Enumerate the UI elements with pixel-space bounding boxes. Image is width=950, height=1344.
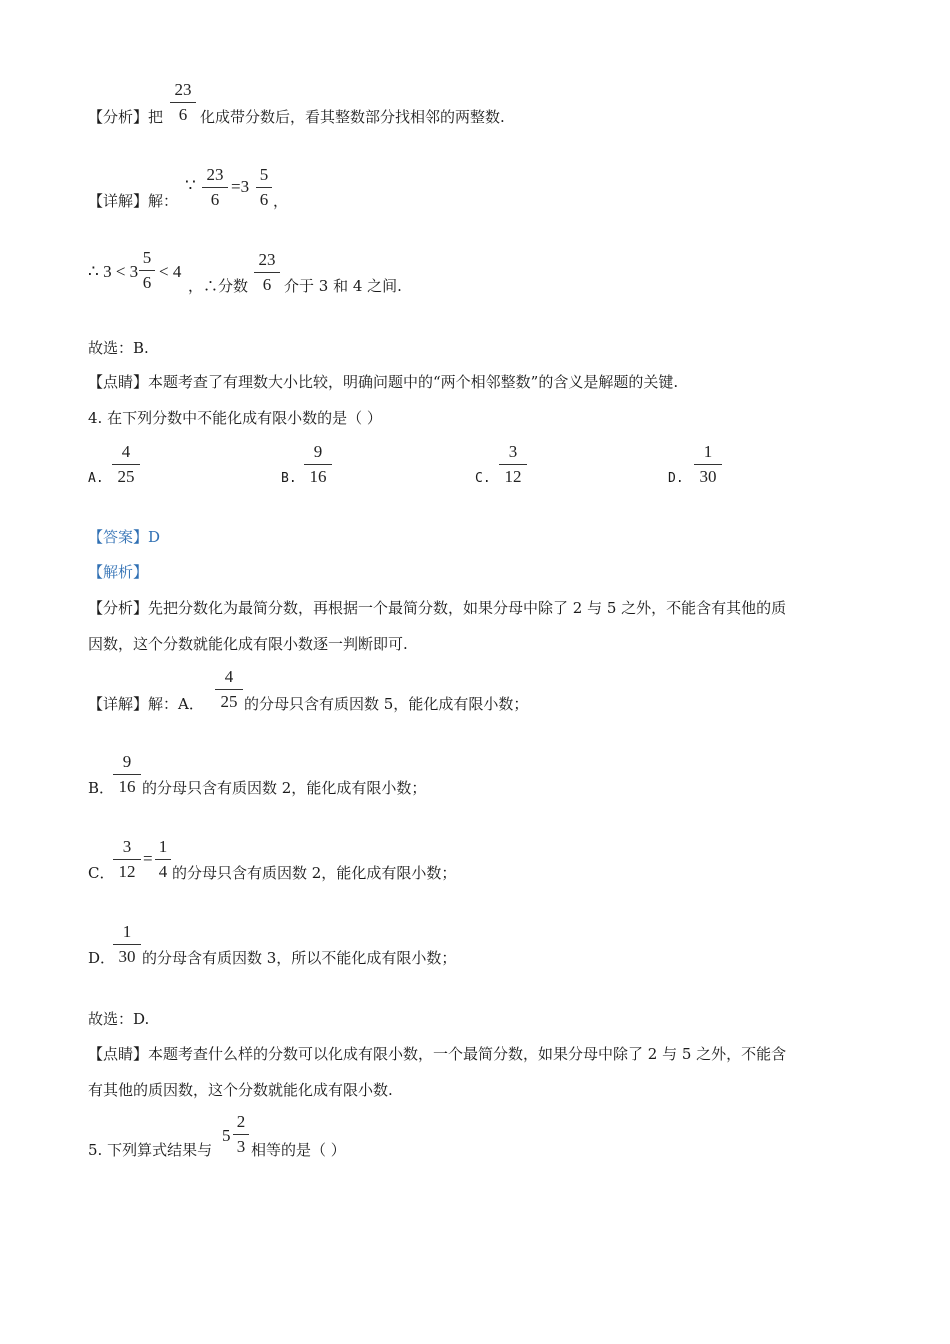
equals-text: = [143, 849, 153, 868]
choose-text: 故选：D. [88, 1010, 150, 1028]
comment-text: 有其他的质因数，这个分数就能化成有限小数. [88, 1081, 393, 1099]
detail-tail: ， [273, 192, 289, 210]
mixed-whole: 5 [222, 1126, 231, 1145]
because-symbol: ∵ [185, 176, 196, 195]
analysis-label: 【分析】把 [88, 108, 164, 126]
question-stem: 4. 在下列分数中不能化成有限小数的是（ ） [88, 409, 382, 427]
analysis-text: 【分析】先把分数化为最简分数，再根据一个最简分数，如果分母中除了 2 与 5 之外，不能含有其他的质 [88, 599, 787, 617]
jiexi-label: 【解析】 [88, 563, 149, 581]
choose-text: 故选：B. [88, 339, 149, 357]
comment-text: 【点睛】本题考查什么样的分数可以化成有限小数，一个最简分数，如果分母中除了 2 与 5 之外，不能含 [88, 1045, 787, 1063]
fraction: 2 3 [233, 1112, 249, 1157]
option-letter: C. [475, 471, 491, 486]
question-stem: 5. 下列算式结果与 [88, 1141, 213, 1159]
fraction: 5 6 [139, 248, 155, 293]
detail-label: D． [88, 949, 116, 967]
option-letter: D. [668, 471, 684, 486]
option-letter: A. [88, 471, 104, 486]
therefore-rest: 介于 3 和 4 之间. [284, 277, 402, 295]
option-fraction: 3 12 [499, 442, 527, 487]
fraction: 1 30 [113, 922, 141, 967]
detail-label: 【详解】解：A． [88, 695, 204, 713]
fraction: 9 16 [113, 752, 141, 797]
therefore-expr: ∴ 3 < 3 [88, 262, 139, 281]
analysis-text: 因数，这个分数就能化成有限小数逐一判断即可. [88, 635, 408, 653]
answer-line [88, 527, 160, 547]
option-fraction: 1 30 [694, 442, 722, 487]
equals-text: =3 [231, 177, 250, 196]
answer-label: 【答案】D [88, 528, 161, 546]
option-fraction: 4 25 [112, 442, 140, 487]
detail-label: B． [88, 779, 115, 797]
option-fraction: 9 16 [304, 442, 332, 487]
fraction: 3 12 [113, 837, 141, 882]
comment-text: 【点睛】本题考查了有理数大小比较，明确问题中的“两个相邻整数”的含义是解题的关键. [88, 373, 679, 391]
analysis-text: 化成带分数后，看其整数部分找相邻的两整数. [200, 108, 505, 126]
therefore-comma: ，∴分数 [188, 277, 249, 295]
option-letter: B. [281, 471, 297, 486]
fraction: 23 6 [254, 250, 280, 295]
fraction: 23 6 [170, 80, 196, 125]
detail-text: 的分母只含有质因数 5，能化成有限小数； [244, 695, 529, 713]
fraction: 1 4 [155, 837, 171, 882]
therefore-mid: < 4 [159, 262, 182, 281]
fraction: 4 25 [215, 667, 243, 712]
question-text: 相等的是（ ） [251, 1141, 346, 1159]
detail-text: 的分母只含有质因数 2，能化成有限小数； [172, 864, 457, 882]
fraction: 5 6 [256, 165, 272, 210]
detail-label: 【详解】解： [88, 192, 179, 210]
detail-text: 的分母只含有质因数 2，能化成有限小数； [142, 779, 427, 797]
fraction: 23 6 [202, 165, 228, 210]
detail-label: C． [88, 864, 115, 882]
detail-text: 的分母含有质因数 3，所以不能化成有限小数； [142, 949, 457, 967]
